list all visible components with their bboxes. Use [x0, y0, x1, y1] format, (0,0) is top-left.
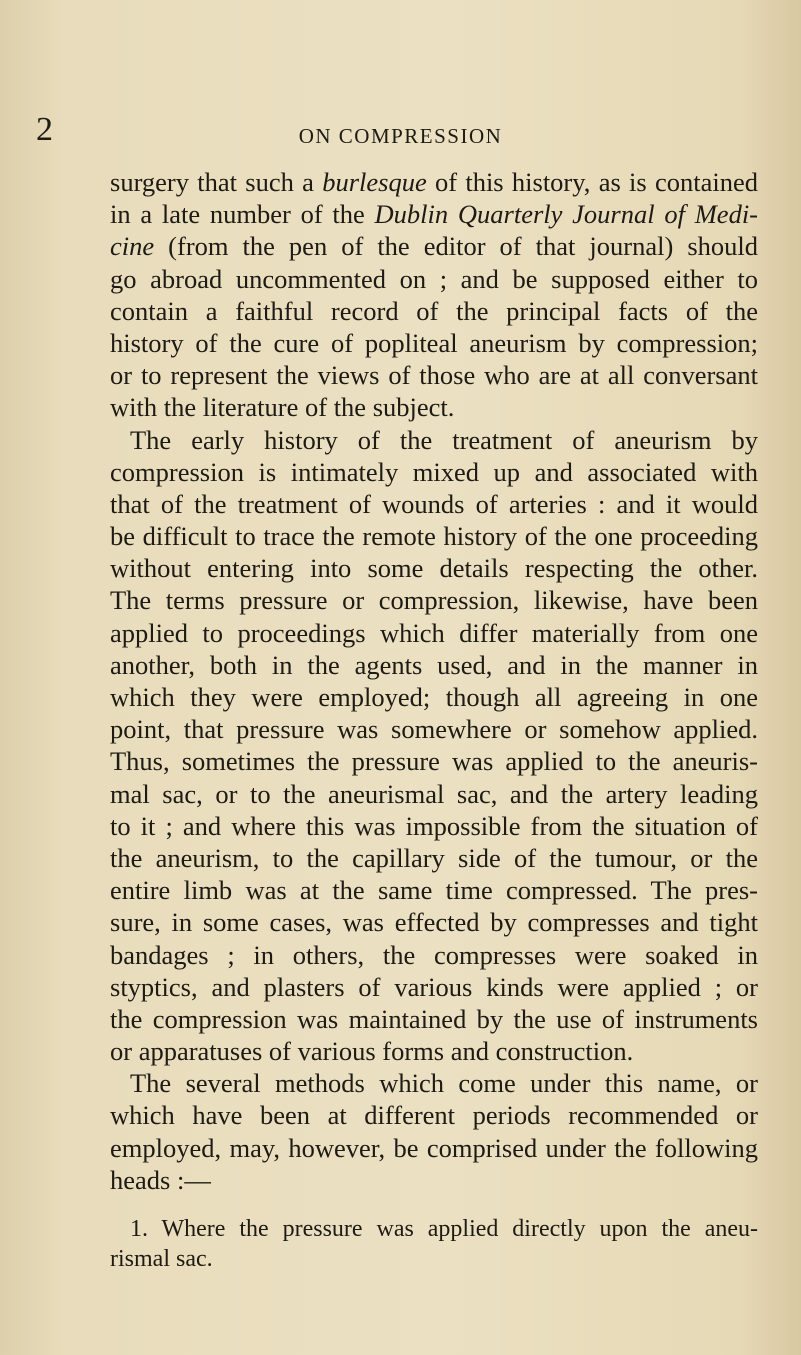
text-line: compression is intimately mixed up and associated with [110, 456, 758, 487]
text-line: which they were employed; though all agreeing in one [110, 682, 758, 712]
text-line: surgery that such a burlesque of this history, as is contained [110, 167, 759, 197]
text-line: without entering into some details respecting the other. [110, 553, 758, 584]
paragraph-3 [110, 1067, 758, 1196]
text-line: in a late number of the Dublin Quarterly Journal of Medi- [110, 199, 759, 230]
text-line: the compression was maintained by the use of instruments [110, 1003, 758, 1034]
text-line: 1. Where the pressure was applied directly upon the aneu- [130, 1216, 758, 1242]
text-line: history of the cure of popliteal aneurism by compression; [110, 327, 758, 358]
text-line: go abroad uncommented on ; and be supposed either to [110, 263, 758, 294]
text-line: be difficult to trace the remote history of the one proceeding [110, 521, 758, 552]
text-line: bandages ; in others, the compresses were soaked in [110, 939, 758, 970]
italic-term: burlesque [322, 167, 427, 197]
spacer [110, 1196, 758, 1214]
text-line: The several methods which come under this name, or [130, 1068, 758, 1099]
text-line: which have been at different periods recommended or [110, 1100, 758, 1131]
body-text [110, 166, 758, 1274]
text-line: or to represent the views of those who are at all conversant [110, 360, 758, 391]
text-line: to it ; and where this was impossible from the situation of [110, 810, 758, 841]
text-line: another, both in the agents used, and in the manner in [110, 649, 758, 680]
text-line: The terms pressure or compression, likewise, have been [110, 585, 758, 616]
text-line: mal sac, or to the aneurismal sac, and the artery leading [110, 778, 758, 809]
text-line: that of the treatment of wounds of arteries : and it would [110, 488, 758, 519]
text-line: heads :— [110, 1164, 211, 1195]
page-number: 2 [36, 111, 53, 148]
paragraph-1 [110, 166, 758, 424]
text-line: employed, may, however, be comprised under the following [110, 1132, 758, 1163]
list-item-1 [110, 1214, 758, 1274]
text-line: styptics, and plasters of various kinds were applied ; or [110, 971, 758, 1002]
text-line: point, that pressure was somewhere or somehow applied. [110, 714, 758, 745]
text-line: applied to proceedings which differ materially from one [110, 617, 758, 648]
text-line: contain a faithful record of the principal facts of the [110, 295, 758, 326]
text-line: with the literature of the subject. [110, 392, 455, 423]
text-line: cine (from the pen of the editor of that journal) should [110, 231, 758, 262]
running-head: ON COMPRESSION [298, 124, 503, 148]
journal-title: Dublin Quarterly Journal of Medi- [374, 199, 759, 230]
text-line: sure, in some cases, was effected by compresses and tight [110, 907, 758, 938]
journal-title-cont: cine [110, 231, 155, 262]
text-line: Thus, sometimes the pressure was applied to the aneuris- [110, 746, 758, 777]
text-line: entire limb was at the same time compressed. The pres- [110, 875, 758, 906]
text-line: The early history of the treatment of aneurism by [130, 424, 758, 455]
text-line: the aneurism, to the capillary side of the tumour, or the [110, 842, 758, 873]
text-line: or apparatuses of various forms and construction. [110, 1036, 634, 1067]
paragraph-2 [110, 424, 758, 1068]
text-line: rismal sac. [110, 1246, 213, 1272]
